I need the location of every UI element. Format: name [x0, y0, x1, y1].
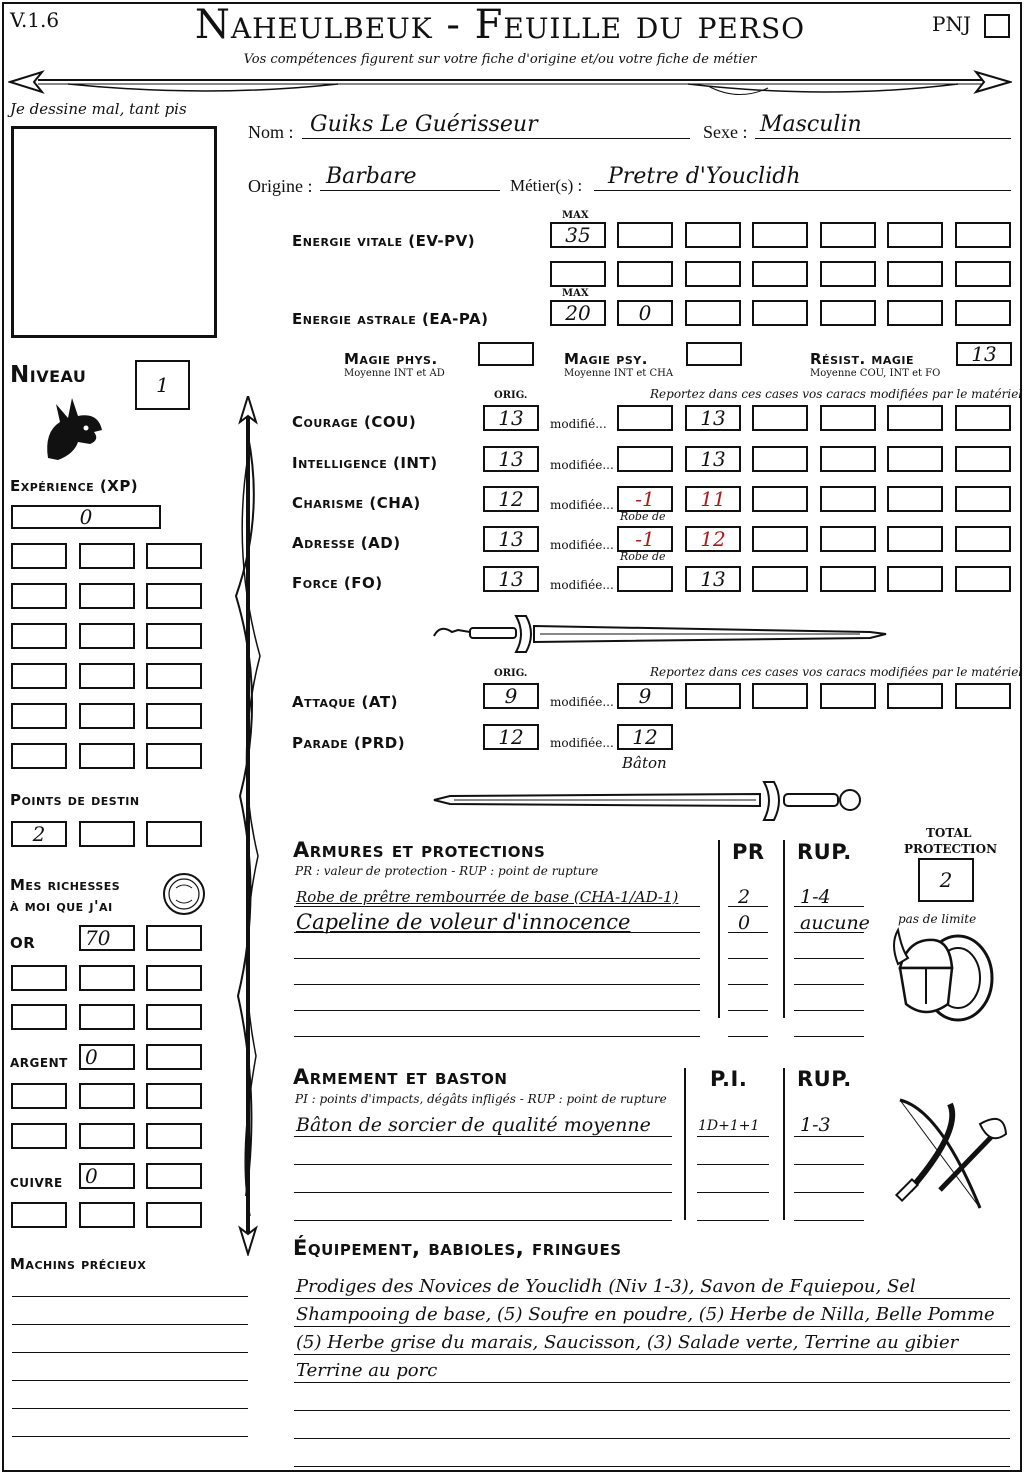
carac-tracker-box[interactable]: [955, 526, 1011, 552]
armures-divider-2: [783, 840, 785, 1018]
carac-modifie: modifié...: [550, 417, 607, 431]
ev-tracker-box[interactable]: [820, 222, 876, 248]
weapons-icon: [880, 1090, 1010, 1220]
origine-label: Origine :: [248, 176, 313, 196]
caracs-orig-label: ORIG.: [494, 390, 528, 401]
armure-pr[interactable]: 2: [738, 886, 751, 908]
ev-tracker-box[interactable]: [617, 261, 673, 287]
carac-label: Intelligence (INT): [292, 454, 438, 472]
carac-final-value: 13: [700, 406, 726, 430]
armure-pr-line: [728, 958, 768, 959]
carac-tracker-box[interactable]: [820, 486, 876, 512]
ea-tracker-box[interactable]: [820, 300, 876, 326]
armement-sub: PI : points d'impacts, dégâts infligés - RUP : point de rupture: [295, 1092, 667, 1106]
ea-max-label: MAX: [562, 288, 589, 299]
xp-tracker-box[interactable]: [79, 743, 135, 769]
xp-tracker-box[interactable]: [11, 703, 67, 729]
nom-line: [302, 138, 690, 139]
carac-orig-value: 13: [498, 406, 524, 430]
armure-rup-line: [794, 958, 864, 959]
ea-tracker-box[interactable]: [887, 300, 943, 326]
carac-orig-box[interactable]: [483, 405, 539, 431]
ev-tracker-box[interactable]: [887, 222, 943, 248]
machins-line: [12, 1436, 248, 1437]
armement-rup-label: RUP.: [797, 1067, 852, 1091]
attaque-orig-value: 9: [504, 684, 518, 708]
caracs-report-note: Reportez dans ces cases vos caracs modifiées par le matériel: [650, 387, 1023, 401]
argent-box-2[interactable]: [146, 1044, 202, 1070]
attaque-label: Attaque (AT): [292, 693, 398, 711]
armures-divider-1: [718, 840, 720, 1018]
xp-tracker-box[interactable]: [79, 663, 135, 689]
cuivre-value: 0: [85, 1164, 98, 1188]
carac-orig-value: 13: [498, 527, 524, 551]
xp-tracker-box[interactable]: [11, 583, 67, 609]
ev-tracker-box[interactable]: [685, 261, 741, 287]
arme-pi-line: [697, 1220, 769, 1221]
machins-line: [12, 1324, 248, 1325]
resist-magie-value: 13: [971, 342, 997, 366]
carac-final-value: 12: [700, 527, 726, 551]
total-protection-box[interactable]: [918, 858, 974, 902]
armure-pr-line: [728, 1036, 768, 1037]
xp-tracker-box[interactable]: [146, 663, 202, 689]
ev-label: Energie vitale (EV-PV): [292, 232, 476, 250]
xp-tracker-box[interactable]: [11, 743, 67, 769]
armure-pr-line: [728, 1010, 768, 1011]
arme-name[interactable]: Bâton de sorcier de qualité moyenne: [296, 1114, 651, 1136]
magie-phys-label: Magie phys.: [344, 350, 438, 368]
arme-line: [294, 1192, 672, 1193]
ev-tracker-box[interactable]: [820, 261, 876, 287]
metier-value[interactable]: Pretre d'Youclidh: [608, 164, 801, 189]
carac-tracker-box[interactable]: [887, 446, 943, 472]
carac-final-box[interactable]: [685, 405, 741, 431]
attaque-tracker-box[interactable]: [685, 683, 741, 709]
arme-pi-line: [697, 1136, 769, 1137]
ev-tracker-box[interactable]: [752, 222, 808, 248]
sheet-subtitle: Vos compétences figurent sur votre fiche d'origine et/ou votre fiche de métier: [243, 52, 757, 67]
arme-line: [294, 1136, 672, 1137]
carac-final-value: 13: [700, 447, 726, 471]
money-tracker-box[interactable]: [146, 1123, 202, 1149]
equipement-line: [294, 1354, 1010, 1355]
pnj-checkbox[interactable]: [984, 14, 1010, 38]
money-tracker-box[interactable]: [146, 1202, 202, 1228]
equipement-text[interactable]: Prodiges des Novices de Youclidh (Niv 1-3), Savon de Fquiepou, Sel: [296, 1276, 916, 1297]
helmet-shield-icon: [888, 924, 998, 1024]
armement-divider-1: [684, 1068, 686, 1220]
carac-mod-box[interactable]: [617, 526, 673, 552]
carac-tracker-box[interactable]: [955, 566, 1011, 592]
armure-rup-line: [794, 984, 864, 985]
ea-max-value: 20: [565, 301, 591, 325]
argent-box[interactable]: [79, 1044, 135, 1070]
carac-final-value: 13: [700, 567, 726, 591]
ev-tracker-box[interactable]: [617, 222, 673, 248]
equipement-text[interactable]: Shampooing de base, (5) Soufre en poudre, (5) Herbe de Nilla, Belle Pomme: [296, 1304, 995, 1325]
total-protection-value: 2: [939, 868, 953, 892]
portrait-caption: Je dessine mal, tant pis: [10, 100, 187, 118]
armement-divider-2: [783, 1068, 785, 1220]
xp-tracker-box[interactable]: [146, 743, 202, 769]
equipement-line: [294, 1438, 1010, 1439]
ev-tracker-box[interactable]: [685, 222, 741, 248]
sword-ornament-2: [430, 776, 870, 826]
xp-tracker-box[interactable]: [146, 703, 202, 729]
attaque-mod-value: 9: [638, 684, 652, 708]
carac-mod-note: Robe de: [620, 550, 666, 563]
coin-icon: [160, 870, 210, 920]
ea-current-box[interactable]: [617, 300, 673, 326]
or-value: 70: [85, 926, 111, 950]
armure-name[interactable]: Capeline de voleur d'innocence: [296, 910, 631, 934]
money-tracker-box[interactable]: [11, 1123, 67, 1149]
argent-label: ARGENT: [10, 1056, 68, 1070]
ev-max-box[interactable]: [550, 222, 606, 248]
ev-max-label: MAX: [562, 210, 589, 221]
arme-pi-line: [697, 1164, 769, 1165]
parade-modifie: modifiée...: [550, 736, 614, 750]
xp-box[interactable]: [11, 505, 161, 529]
money-tracker-box[interactable]: [11, 965, 67, 991]
destin-box-1[interactable]: [11, 821, 67, 847]
carac-modifie: modifiée...: [550, 498, 614, 512]
ev-tracker-box[interactable]: [955, 261, 1011, 287]
nom-label: Nom :: [248, 122, 294, 142]
ev-tracker-box[interactable]: [752, 261, 808, 287]
sexe-label: Sexe :: [703, 122, 748, 142]
destin-box-3[interactable]: [146, 821, 202, 847]
magie-phys-sub: Moyenne INT et AD: [344, 368, 445, 379]
carac-modifie: modifiée...: [550, 538, 614, 552]
metier-label: Métier(s) :: [510, 176, 583, 195]
arme-pi-line: [697, 1192, 769, 1193]
money-tracker-box[interactable]: [79, 1083, 135, 1109]
carac-mod-box[interactable]: [617, 566, 673, 592]
carac-modifie: modifiée...: [550, 578, 614, 592]
xp-tracker-box[interactable]: [146, 543, 202, 569]
xp-tracker-box[interactable]: [79, 543, 135, 569]
armure-rup-line: [794, 1010, 864, 1011]
carac-tracker-box[interactable]: [887, 526, 943, 552]
cuivre-box-2[interactable]: [146, 1163, 202, 1189]
arme-rup-line: [794, 1192, 864, 1193]
or-box[interactable]: [79, 925, 135, 951]
carac-mod-note: Robe de: [620, 510, 666, 523]
origine-line: [320, 190, 500, 191]
equipement-line: [294, 1298, 1010, 1299]
equipement-line: [294, 1326, 1010, 1327]
armure-line: [294, 958, 700, 959]
destin-label: Points de destin: [10, 791, 140, 809]
carac-tracker-box[interactable]: [752, 446, 808, 472]
parade-mod-value: 12: [632, 725, 658, 749]
carac-label: Charisme (CHA): [292, 494, 421, 512]
attaque-mod-box[interactable]: [617, 683, 673, 709]
or-box-2[interactable]: [146, 925, 202, 951]
attaque-orig-box[interactable]: [483, 683, 539, 709]
richesses-label-1: Mes richesses: [10, 876, 121, 894]
magie-psy-sub: Moyenne INT et CHA: [564, 368, 674, 379]
carac-orig-box[interactable]: [483, 486, 539, 512]
parade-orig-box[interactable]: [483, 724, 539, 750]
niveau-value: 1: [156, 373, 169, 397]
armure-name[interactable]: Robe de prêtre rembourrée de base (CHA-1/AD-1): [296, 888, 679, 906]
carac-tracker-box[interactable]: [820, 405, 876, 431]
money-tracker-box[interactable]: [11, 1083, 67, 1109]
niveau-box[interactable]: [135, 360, 190, 410]
niveau-label: Niveau: [10, 362, 87, 388]
ev-max-value: 35: [565, 223, 591, 247]
armure-line: [294, 1010, 700, 1011]
carac-mod-box[interactable]: [617, 446, 673, 472]
xp-tracker-box[interactable]: [79, 703, 135, 729]
xp-tracker-box[interactable]: [146, 583, 202, 609]
resist-magie-label: Résist. magie: [810, 350, 915, 368]
carac-mod-box[interactable]: [617, 486, 673, 512]
arme-rup-line: [794, 1136, 864, 1137]
version-label: V.1.6: [10, 8, 60, 32]
carac-tracker-box[interactable]: [820, 526, 876, 552]
carac-tracker-box[interactable]: [955, 486, 1011, 512]
carac-orig-box[interactable]: [483, 446, 539, 472]
machins-label: Machins précieux: [10, 1255, 147, 1273]
combat-orig-label: ORIG.: [494, 668, 528, 679]
origine-value[interactable]: Barbare: [326, 164, 417, 189]
carac-modifie: modifiée...: [550, 458, 614, 472]
parade-weapon-note: Bâton: [622, 754, 667, 772]
attaque-tracker-box[interactable]: [955, 683, 1011, 709]
attaque-modifie: modifiée...: [550, 695, 614, 709]
carac-final-box[interactable]: [685, 446, 741, 472]
portrait-box[interactable]: [11, 126, 217, 338]
carac-orig-value: 13: [498, 567, 524, 591]
carac-orig-box[interactable]: [483, 566, 539, 592]
arme-line: [294, 1220, 672, 1221]
money-tracker-box[interactable]: [146, 965, 202, 991]
xp-value: 0: [79, 505, 93, 529]
ea-tracker-box[interactable]: [955, 300, 1011, 326]
armure-line: [294, 984, 700, 985]
carac-final-box[interactable]: [685, 566, 741, 592]
money-tracker-box[interactable]: [79, 965, 135, 991]
carac-orig-value: 13: [498, 447, 524, 471]
machins-line: [12, 1408, 248, 1409]
carac-tracker-box[interactable]: [820, 566, 876, 592]
arme-pi[interactable]: 1D+1+1: [698, 1118, 760, 1134]
parade-label: Parade (PRD): [292, 734, 406, 752]
combat-report-note: Reportez dans ces cases vos caracs modifiées par le matériel: [650, 665, 1023, 679]
carac-label: Adresse (AD): [292, 534, 401, 552]
armures-sub: PR : valeur de protection - RUP : point de rupture: [295, 864, 599, 878]
total-protection-label-2: PROTECTION: [904, 842, 998, 856]
money-tracker-box[interactable]: [11, 1004, 67, 1030]
machins-line: [12, 1352, 248, 1353]
xp-tracker-box[interactable]: [79, 583, 135, 609]
attaque-tracker-box[interactable]: [887, 683, 943, 709]
cuivre-box[interactable]: [79, 1163, 135, 1189]
magie-phys-box[interactable]: [478, 342, 534, 366]
equipement-line: [294, 1410, 1010, 1411]
argent-value: 0: [85, 1045, 98, 1069]
ea-current-value: 0: [638, 301, 652, 325]
carac-label: Courage (COU): [292, 413, 417, 431]
destin-value: 2: [32, 822, 46, 846]
money-tracker-box[interactable]: [79, 1004, 135, 1030]
carac-tracker-box[interactable]: [955, 446, 1011, 472]
carac-orig-value: 12: [498, 487, 524, 511]
xp-tracker-box[interactable]: [79, 623, 135, 649]
sexe-line: [755, 138, 1011, 139]
parade-orig-value: 12: [498, 725, 524, 749]
arme-rup[interactable]: 1-3: [800, 1114, 831, 1136]
carac-tracker-box[interactable]: [887, 405, 943, 431]
armure-rup-line: [794, 1036, 864, 1037]
ea-max-box[interactable]: [550, 300, 606, 326]
ev-tracker-box[interactable]: [550, 261, 606, 287]
carac-tracker-box[interactable]: [955, 405, 1011, 431]
sheet-title: Naheulbeuk - Feuille du perso: [194, 2, 806, 48]
equipement-line: [294, 1382, 1010, 1383]
magie-psy-box[interactable]: [686, 342, 742, 366]
xp-tracker-box[interactable]: [11, 543, 67, 569]
armure-rup[interactable]: 1-4: [800, 886, 831, 908]
carac-mod-value: -1: [635, 527, 655, 551]
equipement-text[interactable]: (5) Herbe grise du marais, Saucisson, (3) Salade verte, Terrine au gibier: [296, 1332, 959, 1353]
armure-pr[interactable]: 0: [738, 912, 751, 934]
ea-tracker-box[interactable]: [752, 300, 808, 326]
parade-mod-box[interactable]: [617, 724, 673, 750]
carac-tracker-box[interactable]: [752, 405, 808, 431]
carac-orig-box[interactable]: [483, 526, 539, 552]
armures-pr-label: PR: [732, 840, 765, 864]
carac-tracker-box[interactable]: [752, 526, 808, 552]
equipement-line: [294, 1466, 1010, 1467]
equipement-text[interactable]: Terrine au porc: [296, 1360, 438, 1381]
resist-magie-box[interactable]: [956, 342, 1012, 366]
dragon-icon: [38, 392, 108, 464]
ev-tracker-box[interactable]: [955, 222, 1011, 248]
xp-label: Expérience (XP): [10, 477, 139, 495]
arme-rup-line: [794, 1220, 864, 1221]
pnj-label: PNJ: [932, 12, 971, 36]
xp-tracker-box[interactable]: [11, 623, 67, 649]
carac-final-box[interactable]: [685, 486, 741, 512]
cuivre-label: CUIVRE: [10, 1176, 63, 1190]
arme-rup-line: [794, 1164, 864, 1165]
carac-label: Force (FO): [292, 574, 383, 592]
carac-final-value: 11: [700, 487, 726, 511]
armure-line: [294, 906, 700, 907]
carac-mod-box[interactable]: [617, 405, 673, 431]
ev-tracker-box[interactable]: [887, 261, 943, 287]
carac-tracker-box[interactable]: [752, 566, 808, 592]
sword-ornament-1: [430, 610, 890, 660]
armures-title: Armures et protections: [293, 838, 546, 862]
arme-line: [294, 1164, 672, 1165]
armures-rup-label: RUP.: [797, 840, 852, 864]
carac-tracker-box[interactable]: [752, 486, 808, 512]
money-tracker-box[interactable]: [79, 1202, 135, 1228]
sexe-value[interactable]: Masculin: [760, 112, 862, 137]
nom-value[interactable]: Guiks Le Guérisseur: [310, 112, 538, 137]
armement-pi-label: P.I.: [710, 1067, 748, 1091]
carac-mod-value: -1: [635, 487, 655, 511]
metier-line: [594, 190, 1011, 191]
attaque-tracker-box[interactable]: [752, 683, 808, 709]
carac-tracker-box[interactable]: [887, 566, 943, 592]
money-tracker-box[interactable]: [146, 1083, 202, 1109]
attaque-tracker-box[interactable]: [820, 683, 876, 709]
pas-limite-note: pas de limite: [898, 912, 977, 926]
equipement-title: Équipement, babioles, fringues: [293, 1236, 622, 1260]
ea-tracker-box[interactable]: [685, 300, 741, 326]
richesses-label-2: à moi que j'ai: [10, 897, 113, 915]
xp-tracker-box[interactable]: [11, 663, 67, 689]
spear-ornament: [226, 396, 270, 1256]
carac-final-box[interactable]: [685, 526, 741, 552]
magie-psy-label: Magie psy.: [564, 350, 648, 368]
xp-tracker-box[interactable]: [146, 623, 202, 649]
money-tracker-box[interactable]: [11, 1202, 67, 1228]
armure-line: [294, 1036, 700, 1037]
armure-pr-line: [728, 984, 768, 985]
carac-tracker-box[interactable]: [887, 486, 943, 512]
total-protection-label-1: TOTAL: [926, 826, 972, 840]
resist-magie-sub: Moyenne COU, INT et FO: [810, 368, 941, 379]
money-tracker-box[interactable]: [146, 1004, 202, 1030]
ea-label: Energie astrale (EA-PA): [292, 310, 489, 328]
armure-rup[interactable]: aucune: [800, 912, 870, 934]
money-tracker-box[interactable]: [79, 1123, 135, 1149]
armement-title: Armement et baston: [293, 1065, 508, 1089]
carac-tracker-box[interactable]: [820, 446, 876, 472]
machins-line: [12, 1380, 248, 1381]
machins-line: [12, 1296, 248, 1297]
or-label: OR: [10, 934, 36, 952]
destin-box-2[interactable]: [79, 821, 135, 847]
